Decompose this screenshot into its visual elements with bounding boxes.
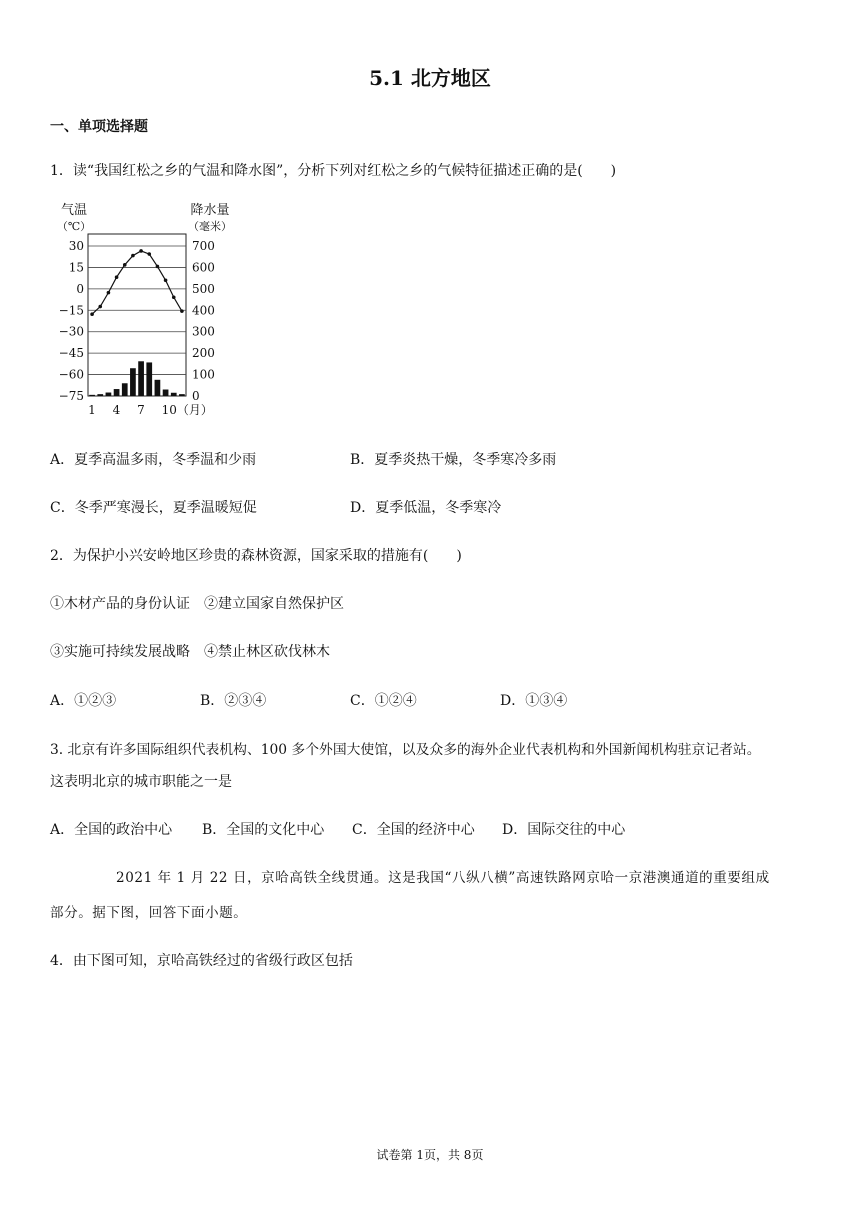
precipitation-tick-label: 400	[192, 303, 215, 318]
temperature-axis-title: 气温	[60, 203, 88, 218]
passage-line-1: 2021 年 1 月 22 日，京哈高铁全线贯通。这是我国“八纵八横”高速铁路网京哈一京港澳通道的重要组成	[116, 870, 770, 886]
temperature-point	[115, 275, 119, 279]
q3-option-c[interactable]: C．全国的经济中心	[352, 822, 475, 838]
temperature-point	[98, 305, 102, 309]
precipitation-bar	[138, 361, 144, 396]
climate-chart	[52, 200, 252, 420]
q2-option-b[interactable]: B．②③④	[200, 693, 267, 709]
temperature-tick-label: −45	[58, 346, 84, 361]
temperature-tick-label: 30	[68, 239, 84, 253]
temperature-point	[131, 254, 135, 258]
precipitation-axis-title: 降水量	[190, 203, 230, 218]
temperature-tick-label: −60	[58, 367, 84, 382]
temperature-tick-label: 15	[68, 260, 84, 275]
q3-option-a[interactable]: A．全国的政治中心	[50, 822, 173, 838]
month-tick-label: 10（月）	[161, 403, 213, 417]
q1-option-b[interactable]: B．夏季炎热干燥，冬季寒冷多雨	[350, 452, 557, 468]
q1-option-a[interactable]: A．夏季高温多雨，冬季温和少雨	[50, 452, 257, 468]
q2-option-d[interactable]: D．①③④	[500, 693, 568, 709]
q2-stem: 2．为保护小兴安岭地区珍贵的森林资源，国家采取的措施有( )	[50, 548, 462, 564]
precipitation-bar	[97, 394, 103, 396]
temperature-tick-label: −30	[58, 324, 84, 339]
temperature-point	[107, 291, 111, 295]
q1-stem: 1．读“我国红松之乡的气温和降水图”，分析下列对红松之乡的气候特征描述正确的是( )	[50, 163, 617, 179]
temperature-tick-label: −15	[58, 303, 84, 318]
precipitation-tick-label: 200	[192, 346, 215, 361]
precipitation-tick-label: 0	[192, 389, 200, 403]
temperature-point	[123, 263, 127, 267]
q2-item-line-1: ①木材产品的身份认证 ②建立国家自然保护区	[50, 596, 344, 612]
q3-option-b[interactable]: B．全国的文化中心	[202, 822, 325, 838]
q1-option-d[interactable]: D．夏季低温，冬季寒冷	[350, 500, 502, 516]
temperature-point	[172, 295, 176, 299]
month-tick-label: 4	[112, 403, 121, 417]
precipitation-tick-label: 600	[192, 260, 215, 275]
temperature-point	[90, 312, 94, 316]
precipitation-bar	[130, 368, 136, 396]
q1-option-c[interactable]: C．冬季严寒漫长，夏季温暖短促	[50, 500, 257, 516]
precipitation-bar	[106, 393, 112, 396]
precipitation-bar	[155, 380, 161, 396]
precipitation-axis-unit: （毫米）	[188, 220, 232, 233]
month-tick-label: 7	[137, 403, 145, 417]
precipitation-bar	[89, 395, 95, 396]
q2-option-a[interactable]: A．①②③	[50, 693, 117, 709]
q3-stem-line-2: 这表明北京的城市职能之一是	[50, 774, 232, 790]
precipitation-bar	[179, 394, 185, 396]
plot-frame	[88, 234, 186, 396]
precipitation-tick-label: 700	[192, 239, 215, 253]
temperature-point	[139, 249, 143, 253]
precipitation-bar	[163, 390, 169, 396]
month-tick-label: 1	[88, 403, 96, 417]
temperature-point	[164, 278, 168, 282]
precipitation-bar	[114, 389, 120, 396]
precipitation-tick-label: 500	[192, 281, 215, 296]
temperature-tick-label: 0	[76, 281, 84, 296]
temperature-axis-unit: （℃）	[56, 220, 92, 233]
section-heading: 一、单项选择题	[50, 119, 148, 135]
q2-item-line-2: ③实施可持续发展战略 ④禁止林区砍伐林木	[50, 644, 330, 660]
temperature-point	[180, 309, 184, 313]
precipitation-tick-label: 100	[192, 367, 215, 382]
precipitation-tick-label: 300	[192, 324, 215, 339]
temperature-point	[147, 252, 151, 256]
q3-option-d[interactable]: D．国际交往的中心	[502, 822, 626, 838]
page-footer: 试卷第 1页，共 8页	[376, 1148, 484, 1162]
temperature-tick-label: −75	[58, 389, 84, 403]
precipitation-bar	[146, 362, 152, 396]
precipitation-bar	[171, 393, 177, 396]
page-title: 5.1 北方地区	[369, 66, 491, 90]
temperature-point	[156, 265, 160, 269]
q4-stem: 4．由下图可知，京哈高铁经过的省级行政区包括	[50, 953, 353, 969]
passage-line-2: 部分。据下图，回答下面小题。	[50, 905, 248, 921]
precipitation-bar	[122, 383, 128, 396]
q3-stem-line-1: 3. 北京有许多国际组织代表机构、100 多个外国大使馆，以及众多的海外企业代表机构和外国新闻机构驻京记者站。	[50, 742, 761, 758]
q2-option-c[interactable]: C．①②④	[350, 693, 417, 709]
temperature-line	[92, 251, 182, 314]
